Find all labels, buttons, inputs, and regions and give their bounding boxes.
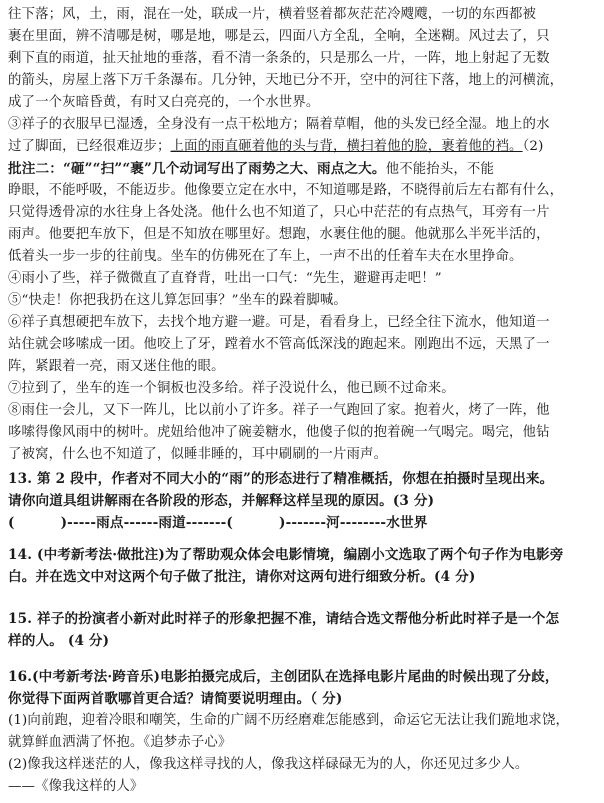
annotation-marker: （2) [522,139,544,154]
passage-line-4: 的箭头，房屋上落下万千条瀑布。几分钟，天地已分不开，空中的河往下落，地上的河横流， [8,73,564,88]
song-option-2-line-1: (2)像我这样迷茫的人，像我这样寻找的人，像我这样碌碌无为的人，你还见过多少人。 [8,757,529,772]
question-16-line-2: 你觉得下面两首歌哪首更合适？请简要说明理由。（ 分) [8,691,343,707]
question-16-line-1: 16.(中考新考法·跨音乐)电影拍摄完成后，主创团队在选择电影片尾曲的时候出现了分歧， [8,669,559,685]
passage-line-8-end: 他不能抬头，不能 [385,162,494,177]
question-15-line-1: 15. 祥子的扮演者小新对此时祥子的形象把握不准，请结合选文帮他分析此时祥子是一个怎 [8,611,560,627]
passage-line-7 [8,138,598,156]
question-14-line-2: 白。并在选文中对这两个句子做了批注，请你对这两句进行细致分析。(4 分) [8,569,476,585]
passage-line-19: ⑧雨住一会儿，又下一阵儿，比以前小了许多。祥子一气跑回了家。抱着火，烤了一阵，他 [8,403,550,418]
flow-end: )-------河--------水世界 [279,515,428,531]
passage-line-12: 低着头一步一步的往前曳。坐车的仿佛死在了车上，一声不出的任着车夫在水里挣命。 [8,249,523,264]
passage-line-3: 剩下直的雨道，扯天扯地的垂落，看不清一条条的，只是那么一片，一阵，地上射起了无数 [8,51,550,66]
flow-open: ( [8,515,15,531]
question-13-line-1: 13. 第 2 段中，作者对不同大小的“雨”的形态进行了精准概括，你想在拍摄时呈现出来。 [8,471,554,487]
passage-line-5: 成了一个灰暗昏黄，有时又白亮亮的，一个水世界。 [8,95,320,110]
passage-line-16: 站住就会哆嗦成一团。他咬上了牙，蹚着水不管高低深浅的跑起来。刚跑出不远，天黑了一 [8,337,550,352]
passage-line-11: 雨声。他要把车放下，但是不知放在哪里好。想跑，水裹住他的腿。他就那么半死半活的， [8,227,550,242]
passage-line-20: 哆嗦得像风雨中的树叶。虎妞给他冲了碗姜糖水，他傻子似的抱着碗一气喝完。喝完，他钻 [8,425,550,440]
annotation-two: 批注二：“砸”“扫”“裹”几个动词写出了雨势之大、雨点之大。 [8,161,386,177]
passage-line-14: ⑤“快走！你把我扔在这儿算怎回事？”坐车的跺着脚喊。 [8,293,347,308]
passage-line-9: 睁眼，不能呼吸，不能迈步。他像要立定在水中，不知道哪是路，不晓得前后左右都有什么， [8,183,564,198]
song-option-1-line-1: (1)向前跑，迎着冷眼和嘲笑，生命的广阔不历经磨难怎能感到，命运它无法让我们跪地求饶， [8,713,570,728]
question-14-line-1: 14. (中考新考法·做批注)为了帮助观众体会电影情境，编剧小文选取了两个句子作为电影旁 [8,547,564,563]
song-option-1-line-2: 就算鲜血洒满了怀抱。《追梦赤子心》 [8,735,232,750]
underlined-sentence: 上面的雨直砸着他的头与背，横扫着他的脸，裹着他的裆。 [170,139,523,154]
rain-form-flow [8,514,598,532]
passage-line-13: ④雨小了些，祥子微微直了直脊背，吐出一口气：“先生，避避再走吧！” [8,271,442,286]
passage-line-7-start: 过了脚面，已经很难迈步； [8,139,171,154]
song-option-2-line-2: ——《像我这样的人》 [8,779,144,794]
passage-line-21: 了被窝，什么也不知道了，似睡非睡的，耳中刷刷的一片雨声。 [8,447,388,462]
annotation-line [8,160,598,179]
passage-line-1: 往下落；风，土，雨，混在一处，联成一片，横着竖着都灰茫茫冷飕飕，一切的东西都被 [8,7,537,22]
question-13-line-2: 请你向道具组讲解雨在各阶段的形态，并解释这样呈现的原因。(3 分) [8,493,435,509]
passage-line-15: ⑥祥子真想硬把车放下，去找个地方避一避。可是，看看身上，已经全往下流水，他知道一 [8,315,550,330]
passage-line-2: 裹在里面，辨不清哪是树，哪是地，哪是云，四面八方全乱，全响，全迷糊。风过去了，只 [8,29,550,44]
passage-line-18: ⑦拉到了，坐车的连一个铜板也没多给。祥子没说什么，他已顾不过命来。 [8,381,455,396]
passage-line-6: ③祥子的衣服早已湿透，全身没有一点干松地方；隔着草帽，他的头发已经全湿。地上的水 [8,117,550,132]
question-15-line-2: 样的人。 (4 分) [8,633,110,649]
flow-middle: )-----雨点------雨道-------( [60,515,233,531]
passage-line-17: 阵，紧跟着一亮，雨又迷住他的眼。 [8,359,225,374]
passage-line-10: 只觉得透骨凉的水往身上各处浇。他什么也不知道了，只心中茫茫的有点热气，耳旁有一片 [8,205,550,220]
